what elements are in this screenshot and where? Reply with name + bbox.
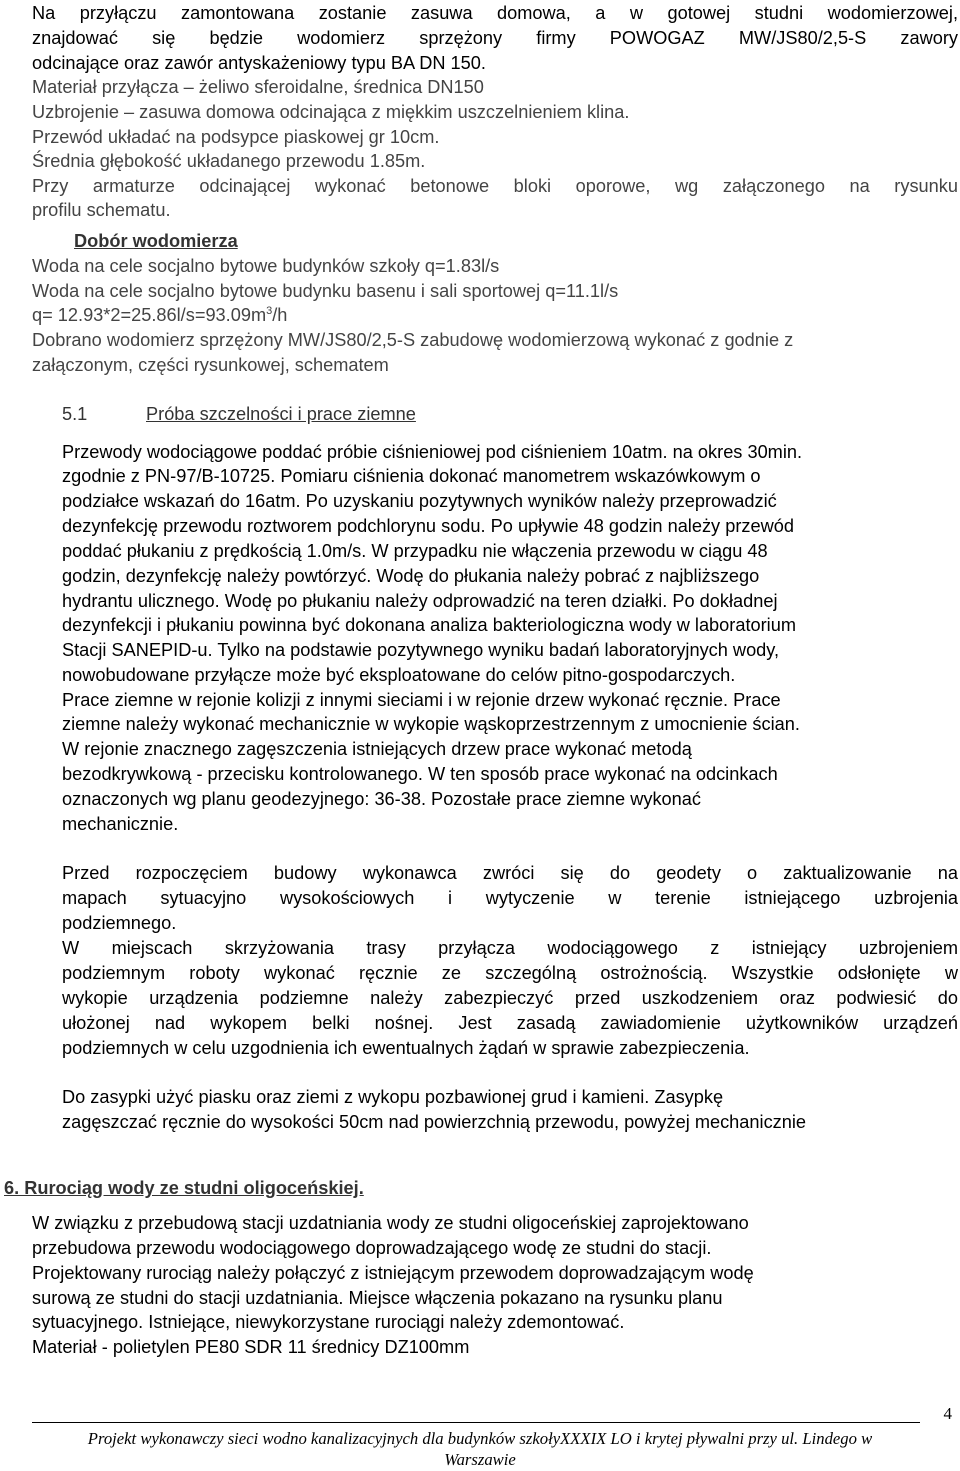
paragraph-line: podziałce wskazań do 16atm. Po uzyskaniu pozytywnych wyników należy przeprowadzić [62, 491, 777, 511]
intro-line-3: odcinające oraz zawór antyskażeniowy typu BA DN 150. [32, 53, 486, 73]
paragraph-line: podziemnego. [62, 913, 177, 933]
section-6-line: sytuacyjnego. Istniejące, niewykorzystane rurociągi należy zdemontować. [32, 1312, 625, 1332]
section-6-line: Materiał - polietylen PE80 SDR 11 średnicy DZ100mm [32, 1337, 470, 1357]
section-6-line: W związku z przebudową stacji uzdatniania wody ze studni oligoceńskiej zaprojektowano [32, 1213, 749, 1233]
meter-line-5: załączonym, części rysunkowej, schematem [32, 355, 389, 375]
paragraph-line: zagęszczać ręcznie do wysokości 50cm nad powierzchnią przewodu, powyżej mechanicznie [62, 1112, 807, 1132]
section-5-1-number: 5.1 [62, 404, 88, 424]
intro-line-2: znajdować się będzie wodomierz sprzężony firmy POWOGAZ MW/JS80/2,5-S zawory [32, 28, 958, 48]
paragraph-line: podziemnych w celu uzgodnienia ich ewentualnych żądań w sprawie zabezpieczenia. [62, 1038, 750, 1058]
paragraph-line: W miejscach skrzyżowania trasy przyłącza wodociągowego z istniejący uzbrojeniem [62, 938, 958, 958]
paragraph-line: Przewody wodociągowe poddać próbie ciśnieniowej pod ciśnieniem 10atm. na okres 30min. [62, 442, 803, 462]
paragraph-line: ziemne należy wykonać mechanicznie w wykopie wąskoprzestrzennym z umocnienie ścian. [62, 714, 800, 734]
paragraph-line: W rejonie znacznego zagęszczenia istniejących drzew prace wykonać metodą [62, 739, 692, 759]
paragraph-line: hydrantu ulicznego. Wodę po płukaniu należy odprowadzić na teren działki. Po dokładnej [62, 591, 778, 611]
paragraph-line: mapach sytuacyjno wysokościowych i wytyczenie w terenie istniejącego uzbrojenia [62, 888, 958, 908]
section-6-line: przebudowa przewodu wodociągowego doprowadzającego wodę ze studni do stacji. [32, 1238, 712, 1258]
intro-line-9: profilu schematu. [32, 200, 171, 220]
meter-line-1: Woda na cele socjalno bytowe budynków szkoły q=1.83l/s [32, 256, 500, 276]
section-6-line: Projektowany rurociąg należy połączyć z istniejącym przewodem doprowadzającym wodę [32, 1263, 754, 1283]
paragraph-line: bezodkrywkową - przecisku kontrolowanego. W ten sposób prace wykonać na odcinkach [62, 764, 778, 784]
meter-line-3 [32, 304, 287, 326]
flow-unit: /h [272, 305, 288, 325]
meter-selection-heading: Dobór wodomierza [74, 231, 238, 251]
paragraph-line: Stacji SANEPID-u. Tylko na podstawie pozytywnego wyniku badań laboratoryjnych wody, [62, 640, 780, 660]
intro-line-8: Przy armaturze odcinającej wykonać betonowe bloki oporowe, wg załączonego na rysunku [32, 176, 958, 196]
flow-formula: q= 12.93*2=25.86l/s=93.09m [32, 305, 267, 325]
paragraph-line: Przed rozpoczęciem budowy wykonawca zwróci się do geodety o zaktualizowanie na [62, 863, 958, 883]
flow-exponent: 3 [266, 304, 273, 317]
paragraph-line: poddać płukaniu z prędkością 1.0m/s. W przypadku nie włączenia przewodu w ciągu 48 [62, 541, 768, 561]
paragraph-line: Do zasypki użyć piasku oraz ziemi z wykopu pozbawionej grud i kamieni. Zasypkę [62, 1087, 724, 1107]
section-6-heading: 6. Rurociąg wody ze studni oligoceńskiej. [4, 1178, 364, 1198]
meter-line-4: Dobrano wodomierz sprzężony MW/JS80/2,5-S zabudowę wodomierzową wykonać z godnie z [32, 330, 794, 350]
footer-line-1: Projekt wykonawczy sieci wodno kanalizacyjnych dla budynków szkołyXXXIX LO i krytej pływalni przy ul. Lindego w [87, 1429, 873, 1448]
paragraph-line: nowobudowane przyłącze może być eksploatowane do celów pitno-gospodarczych. [62, 665, 736, 685]
paragraph-line: dezynfekcji i płukaniu powinna być dokonana analiza bakteriologiczna wody w laboratorium [62, 615, 796, 635]
paragraph-line: podziemnym roboty wykonać ręcznie ze szczególną ostrożnością. Wszystkie odsłonięte w [62, 963, 958, 983]
paragraph-line: wykopie urządzenia podziemne należy zabezpieczyć przed uszkodzeniem oraz podwiesić do [62, 988, 958, 1008]
section-5-1-title: Próba szczelności i prace ziemne [146, 404, 416, 424]
intro-line-4: Materiał przyłącza – żeliwo sferoidalne, średnica DN150 [32, 77, 484, 97]
intro-line-5: Uzbrojenie – zasuwa domowa odcinająca z miękkim uszczelnieniem klina. [32, 102, 630, 122]
paragraph-line: Prace ziemne w rejonie kolizji z innymi sieciami i w rejonie drzew wykonać ręcznie. Prace [62, 690, 781, 710]
paragraph-line: dezynfekcję przewodu roztworem podchlorynu sodu. Po upływie 48 godzin należy przewód [62, 516, 794, 536]
paragraph-line: mechanicznie. [62, 814, 179, 834]
intro-line-1: Na przyłączu zamontowana zostanie zasuwa domowa, a w gotowej studni wodomierzowej, [32, 3, 958, 23]
meter-line-2: Woda na cele socjalno bytowe budynku basenu i sali sportowej q=11.1l/s [32, 281, 619, 301]
paragraph-line: zgodnie z PN-97/B-10725. Pomiaru ciśnienia dokonać manometrem wskazówkowym o [62, 466, 761, 486]
footer-divider [32, 1422, 920, 1423]
footer-line-2: Warszawie [444, 1450, 516, 1469]
intro-line-6: Przewód układać na podsypce piaskowej gr 10cm. [32, 127, 440, 147]
paragraph-line: ułożonej nad wykopem belki nośnej. Jest zasadą zawiadomienie użytkowników urządzeń [62, 1013, 958, 1033]
paragraph-line: oznaczonych wg planu geodezyjnego: 36-38. Pozostałe prace ziemne wykonać [62, 789, 701, 809]
page-number: 4 [943, 1404, 952, 1423]
intro-line-7: Średnia głębokość układanego przewodu 1.85m. [32, 151, 426, 171]
paragraph-line: godzin, dezynfekcję należy powtórzyć. Wodę do płukania należy pobrać z najbliższego [62, 566, 760, 586]
section-6-line: surową ze studni do stacji uzdatniania. Miejsce włączenia pokazano na rysunku planu [32, 1288, 723, 1308]
